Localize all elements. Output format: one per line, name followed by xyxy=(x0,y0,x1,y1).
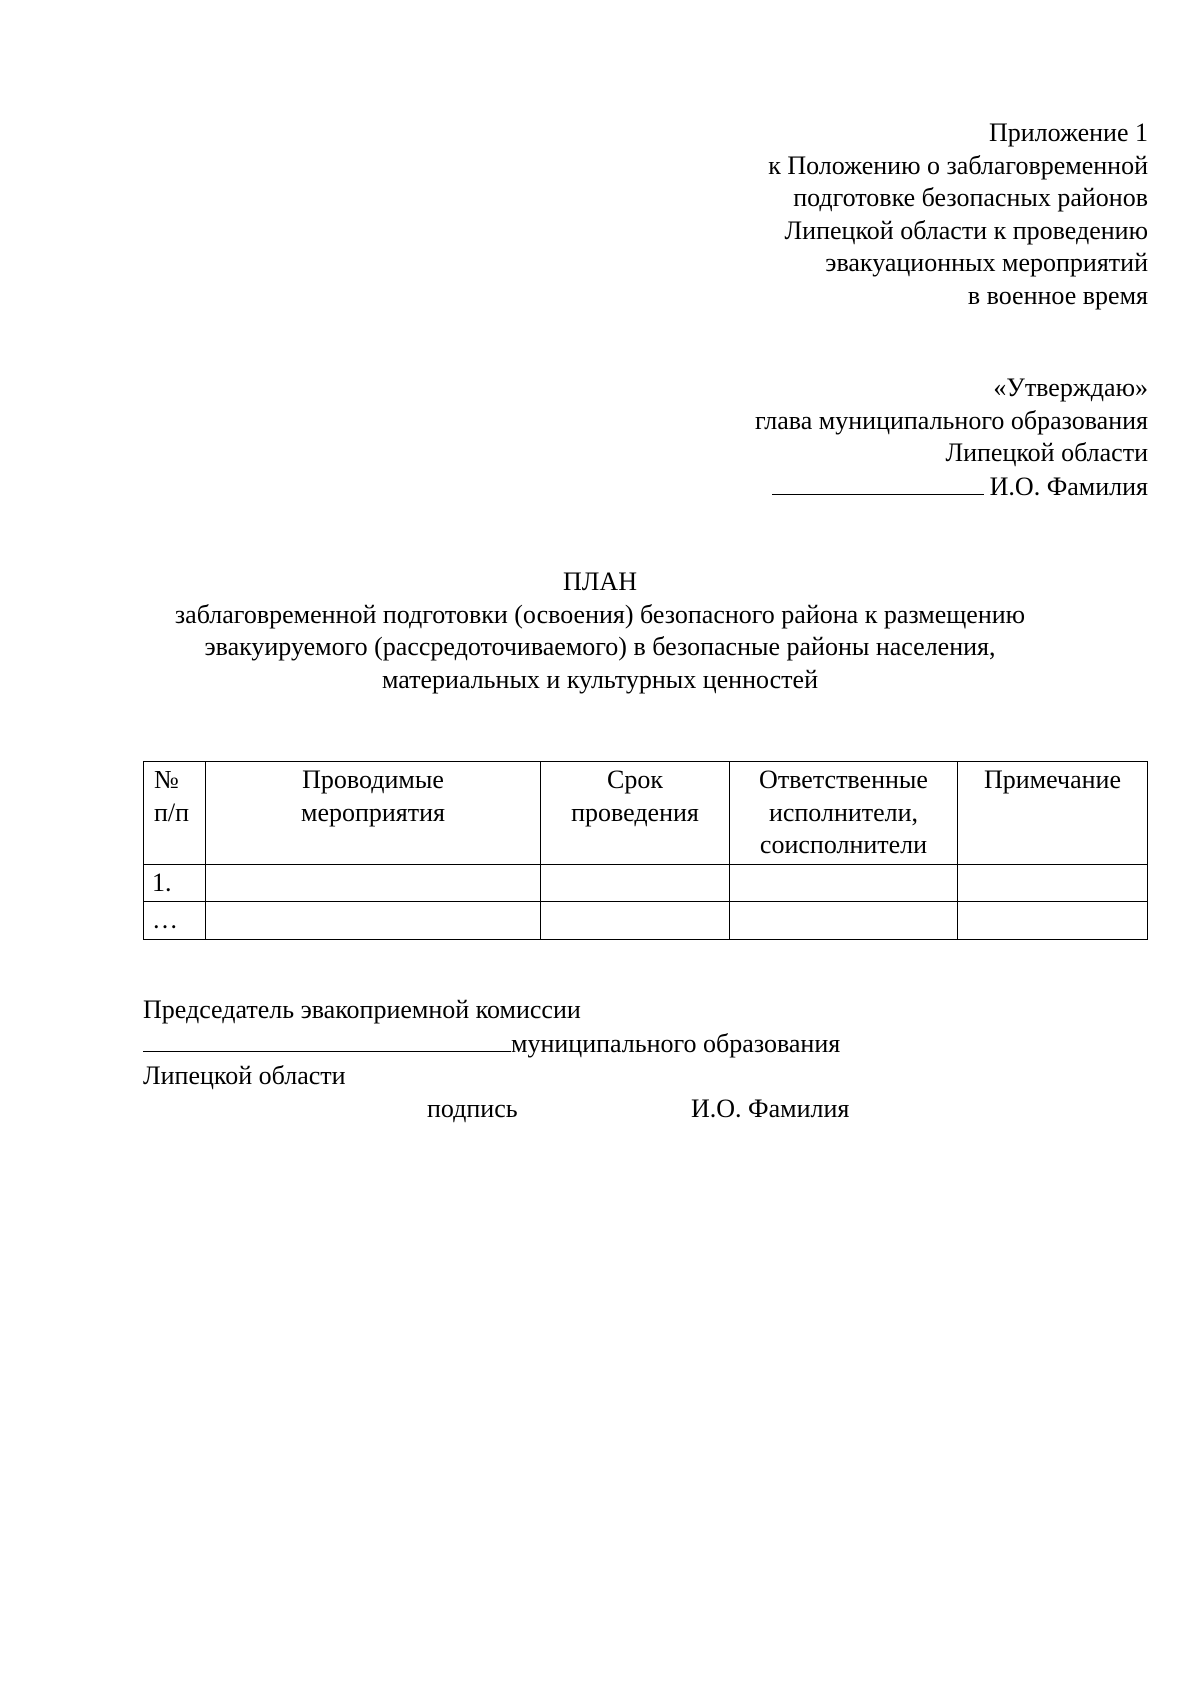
approval-title: «Утверждаю» xyxy=(993,373,1148,402)
table-row xyxy=(144,902,1148,940)
approval-block xyxy=(448,372,1148,503)
table-cell xyxy=(958,902,1148,940)
chairman-region: Липецкой области xyxy=(143,1061,346,1090)
approval-region: Липецкой области xyxy=(945,438,1148,467)
chairman-municipality-row xyxy=(143,1027,1143,1061)
chairman-title: Председатель эвакоприемной комиссии xyxy=(143,995,581,1024)
signature-line xyxy=(772,470,984,495)
header-activities: Проводимые мероприятия xyxy=(206,762,541,865)
appendix-line: в военное время xyxy=(967,280,1148,310)
appendix-line: к Положению о заблаговременной xyxy=(768,150,1148,180)
table-cell xyxy=(541,902,730,940)
appendix-reference xyxy=(448,117,1148,312)
plan-heading: ПЛАН xyxy=(563,567,637,596)
header-responsible: Ответственные исполнители, соисполнители xyxy=(730,762,958,865)
approval-signature-row xyxy=(448,470,1148,504)
caption-signature: подпись xyxy=(427,1093,518,1123)
header-number: № п/п xyxy=(144,762,206,865)
plan-subtitle-line: эвакуируемого (рассредоточиваемого) в безопасные районы населения, xyxy=(204,632,996,661)
appendix-line: подготовке безопасных районов xyxy=(793,183,1148,212)
appendix-line: Приложение 1 xyxy=(988,118,1148,147)
approval-name: И.О. Фамилия xyxy=(989,471,1148,501)
table-cell: 1. xyxy=(144,864,206,902)
municipality-suffix: муниципального образования xyxy=(511,1028,841,1058)
header-note: Примечание xyxy=(958,762,1148,865)
caption-name: И.О. Фамилия xyxy=(691,1093,850,1123)
appendix-line: Липецкой области к проведению xyxy=(784,215,1148,245)
table-cell: … xyxy=(144,902,206,940)
table-header-row xyxy=(144,762,1148,865)
plan-title xyxy=(0,566,1200,696)
table-row xyxy=(144,864,1148,902)
table-cell xyxy=(730,902,958,940)
table-cell xyxy=(541,864,730,902)
plan-subtitle-line: материальных и культурных ценностей xyxy=(381,664,818,694)
plan-subtitle-line: заблаговременной подготовки (освоения) безопасного района к размещению xyxy=(174,599,1026,629)
plan-table xyxy=(143,761,1148,940)
appendix-line: эвакуационных мероприятий xyxy=(825,248,1148,277)
signature-captions xyxy=(143,1093,1143,1126)
header-deadline: Срок проведения xyxy=(541,762,730,865)
table-cell xyxy=(206,902,541,940)
chairman-signature-block xyxy=(143,994,1143,1126)
table-cell xyxy=(958,864,1148,902)
table-cell xyxy=(730,864,958,902)
municipality-blank-line xyxy=(143,1027,511,1052)
table-cell xyxy=(206,864,541,902)
approval-position: глава муниципального образования xyxy=(754,405,1148,435)
